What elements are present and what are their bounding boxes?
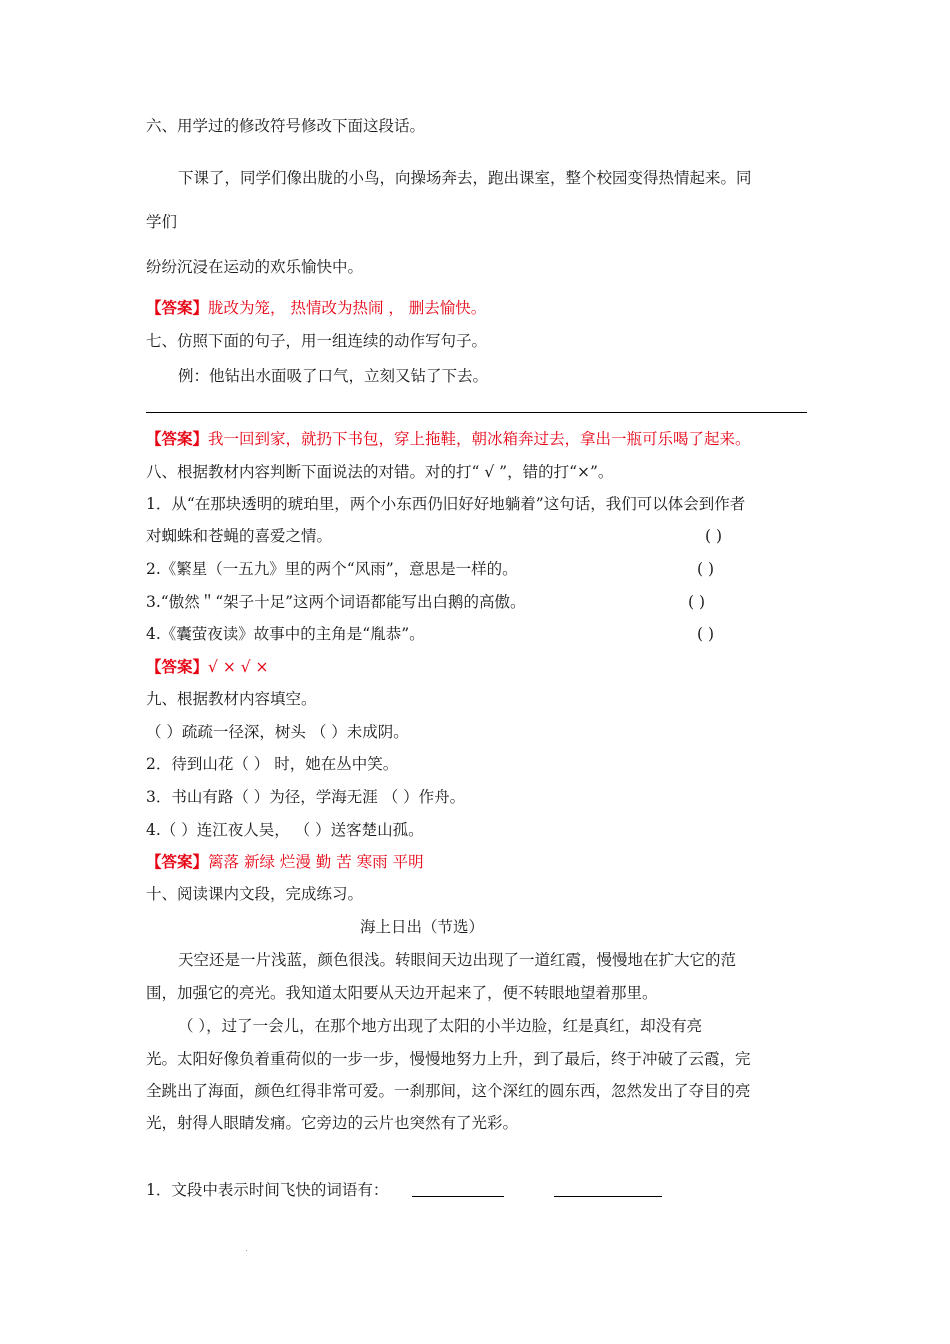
section-9-heading: 九、根据教材内容填空。 [146,690,317,708]
fill-in-blank-1 [412,1196,504,1197]
section-8-question-1-line-2: 对蜘蛛和苍蝇的喜爱之情。 [146,527,333,545]
section-9-question-3: 3．书山有路（ ）为径，学海无涯 （ ）作舟。 [146,788,466,806]
section-9-question-2: 2．待到山花（ ） 时，她在丛中笑。 [146,755,399,773]
answer-text: 我一回到家，就扔下书包，穿上拖鞋，朝冰箱奔过去，拿出一瓶可乐喝了起来。 [208,430,751,448]
page-speck [246,1250,247,1251]
section-8-question-1-line-1: 1．从“在那块透明的琥珀里，两个小东西仍旧好好地躺着”这句话，我们可以体会到作者 [146,495,746,513]
answer-parentheses: ( ) [705,527,723,545]
passage-paragraph-2-line-2: 光。太阳好像负着重荷似的一步一步，慢慢地努力上升，到了最后，终于冲破了云霞，完 [146,1050,751,1068]
answer-tag: 【答案】 [146,430,209,448]
passage-title: 海上日出（节选） [360,918,485,936]
answer-text: 篱落 新绿 烂漫 勤 苦 寒雨 平明 [208,853,424,871]
section-6-heading: 六、用学过的修改符号修改下面这段话。 [146,117,426,135]
answer-blank-line [146,412,807,413]
section-8-heading: 八、根据教材内容判断下面说法的对错。对的打“ √ ”，错的打“×”。 [146,463,614,481]
answer-text: 胧改为笼， 热情改为热闹 ， 删去愉快。 [208,299,487,317]
answer-parentheses: ( ) [697,560,715,578]
section-7-example: 例：他钻出水面吸了口气，立刻又钻了下去。 [178,367,489,385]
section-6-paragraph-line-3: 纷纷沉浸在运动的欢乐愉快中。 [146,258,364,276]
section-9-question-4: 4.（ ）连江夜人吴， （ ）送客楚山孤。 [146,821,424,839]
section-9-question-1: （ ）疏疏一径深，树头 （ ）未成阴。 [146,723,409,741]
passage-paragraph-2-line-3: 全跳出了海面，颜色红得非常可爱。一刹那间，这个深红的圆东西，忽然发出了夺目的亮 [146,1082,751,1100]
section-7-heading: 七、仿照下面的句子，用一组连续的动作写句子。 [146,332,488,350]
answer-tag: 【答案】 [146,658,209,676]
passage-paragraph-1-line-2: 围，加强它的亮光。我知道太阳要从天边开起来了，便不转眼地望着那里。 [146,984,658,1002]
section-8-answer [146,657,269,677]
section-6-answer [146,298,486,318]
section-7-answer [146,429,751,449]
answer-parentheses: ( ) [688,593,706,611]
passage-paragraph-2-line-1: （ ），过了一会儿，在那个地方出现了太阳的小半边脸，红是真红，却没有亮 [178,1017,703,1035]
answer-text: √ × √ × [208,658,269,676]
section-8-question-3: 3.“傲然＂“架子十足”这两个词语都能写出白鹅的高傲。 [146,593,526,611]
section-6-paragraph-line-1: 下课了，同学们像出胧的小鸟，向操场奔去，跑出课室，整个校园变得热情起来。同 [178,169,752,187]
section-9-answer [146,852,424,872]
answer-parentheses: ( ) [697,625,715,643]
section-6-paragraph-line-2: 学们 [146,213,178,231]
answer-tag: 【答案】 [146,299,209,317]
passage-paragraph-2-line-4: 光，射得人眼睛发痛。它旁边的云片也突然有了光彩。 [146,1114,519,1132]
section-10-heading: 十、阅读课内文段，完成练习。 [146,885,364,903]
section-8-question-4: 4.《囊萤夜读》故事中的主角是“胤恭”。 [146,625,425,643]
fill-in-blank-2 [554,1196,662,1197]
section-10-question-1: 1．文段中表示时间飞快的词语有： [146,1181,389,1199]
passage-paragraph-1-line-1: 天空还是一片浅蓝，颜色很浅。转眼间天边出现了一道红霞，慢慢地在扩大它的范 [178,951,737,969]
answer-tag: 【答案】 [146,853,209,871]
section-8-question-2: 2.《繁星（一五九》里的两个“风雨”，意思是一样的。 [146,560,518,578]
